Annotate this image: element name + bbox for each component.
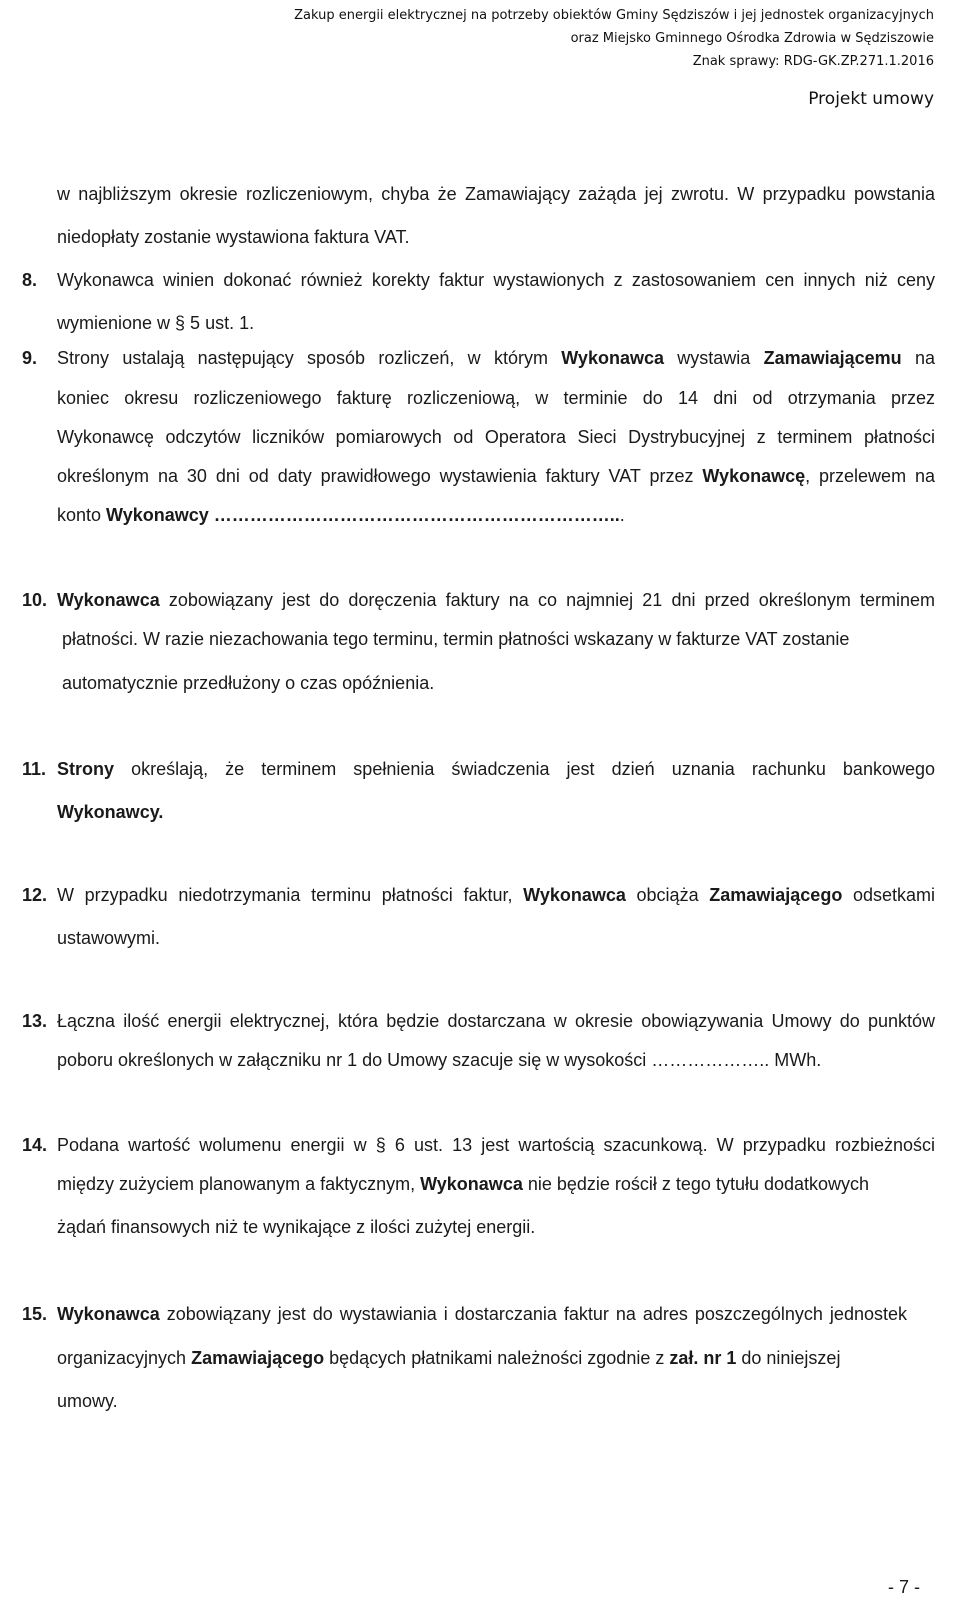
paragraph-number: 15. [22,1304,48,1324]
paragraph-line: W przypadku niedotrzymania terminu płatności faktur, Wykonawca obciąża Zamawiającego odsetkami [57,885,936,905]
paragraph-number: 11. [22,759,47,779]
paragraph-number: 10. [22,590,48,610]
paragraph-line: płatności. W razie niezachowania tego terminu, termin płatności wskazany w fakturze VAT zostanie [62,629,850,649]
paragraph-line: w najbliższym okresie rozliczeniowym, chyba że Zamawiający zażąda jej zwrotu. W przypadku powstania [57,184,935,204]
paragraph-line: między zużyciem planowanym a faktycznym, Wykonawca nie będzie rościł z tego tytułu dodatkowych [57,1174,870,1194]
paragraph-number: 9. [22,348,38,368]
paragraph-line: umowy. [57,1391,118,1411]
paragraph-line: żądań finansowych niż te wynikające z ilości zużytej energii. [57,1217,536,1237]
paragraph-line: Wykonawca winien dokonać również korekty faktur wystawionych z zastosowaniem cen innych niż ceny [57,270,935,290]
paragraph-line: Łączna ilość energii elektrycznej, która będzie dostarczana w okresie obowiązywania Umowy do punktów [57,1011,935,1031]
page-number: - 7 - [887,1577,920,1597]
paragraph-line: automatycznie przedłużony o czas opóźnienia. [62,673,435,693]
paragraph-line: Wykonawcy. [57,802,164,822]
paragraph-number: 12. [22,885,48,905]
paragraph-line: Wykonawca zobowiązany jest do doręczenia faktury na co najmniej 21 dni przed określonym terminem [57,590,935,610]
paragraph-line: organizacyjnych Zamawiającego będących płatnikami należności zgodnie z zał. nr 1 do niniejszej [57,1348,841,1368]
paragraph-line: poboru określonych w załączniku nr 1 do Umowy szacuje się w wysokości ……………….. MWh. [57,1050,822,1070]
paragraph-line: ustawowymi. [57,928,161,948]
header-case-number: Znak sprawy: RDG-GK.ZP.271.1.2016 [692,54,934,69]
header-project-title: Zakup energii elektrycznej na potrzeby obiektów Gminy Sędziszów i jej jednostek organizacyjnych [294,8,934,23]
paragraph-line: Wykonawcę odczytów liczników pomiarowych od Operatora Sieci Dystrybucyjnej z terminem płatności [57,427,935,447]
paragraph-line: Podana wartość wolumenu energii w § 6 ust. 13 jest wartością szacunkową. W przypadku rozbieżności [57,1135,935,1155]
paragraph-number: 14. [22,1135,48,1155]
header-document-type: Projekt umowy [808,89,934,109]
paragraph-number: 13. [22,1011,48,1031]
paragraph-line: konto Wykonawcy …………………………………………………………... [57,505,625,525]
paragraph-number: 8. [22,270,38,290]
paragraph-line: Wykonawca zobowiązany jest do wystawiania i dostarczania faktur na adres poszczególnych jednostek [57,1304,907,1324]
paragraph-line: Strony ustalają następujący sposób rozliczeń, w którym Wykonawca wystawia Zamawiającemu na [57,348,935,368]
paragraph-line: niedopłaty zostanie wystawiona faktura VAT. [57,227,410,247]
paragraph-line: koniec okresu rozliczeniowego fakturę rozliczeniową, w terminie do 14 dni od otrzymania przez [57,388,935,408]
header-organization: oraz Miejsko Gminnego Ośrodka Zdrowia w Sędziszowie [570,31,934,46]
paragraph-line: określonym na 30 dni od daty prawidłowego wystawienia faktury VAT przez Wykonawcę, przelewem na [57,466,935,486]
paragraph-line: wymienione w § 5 ust. 1. [57,313,255,333]
paragraph-line: Strony określają, że terminem spełnienia świadczenia jest dzień uznania rachunku bankowego [57,759,935,779]
